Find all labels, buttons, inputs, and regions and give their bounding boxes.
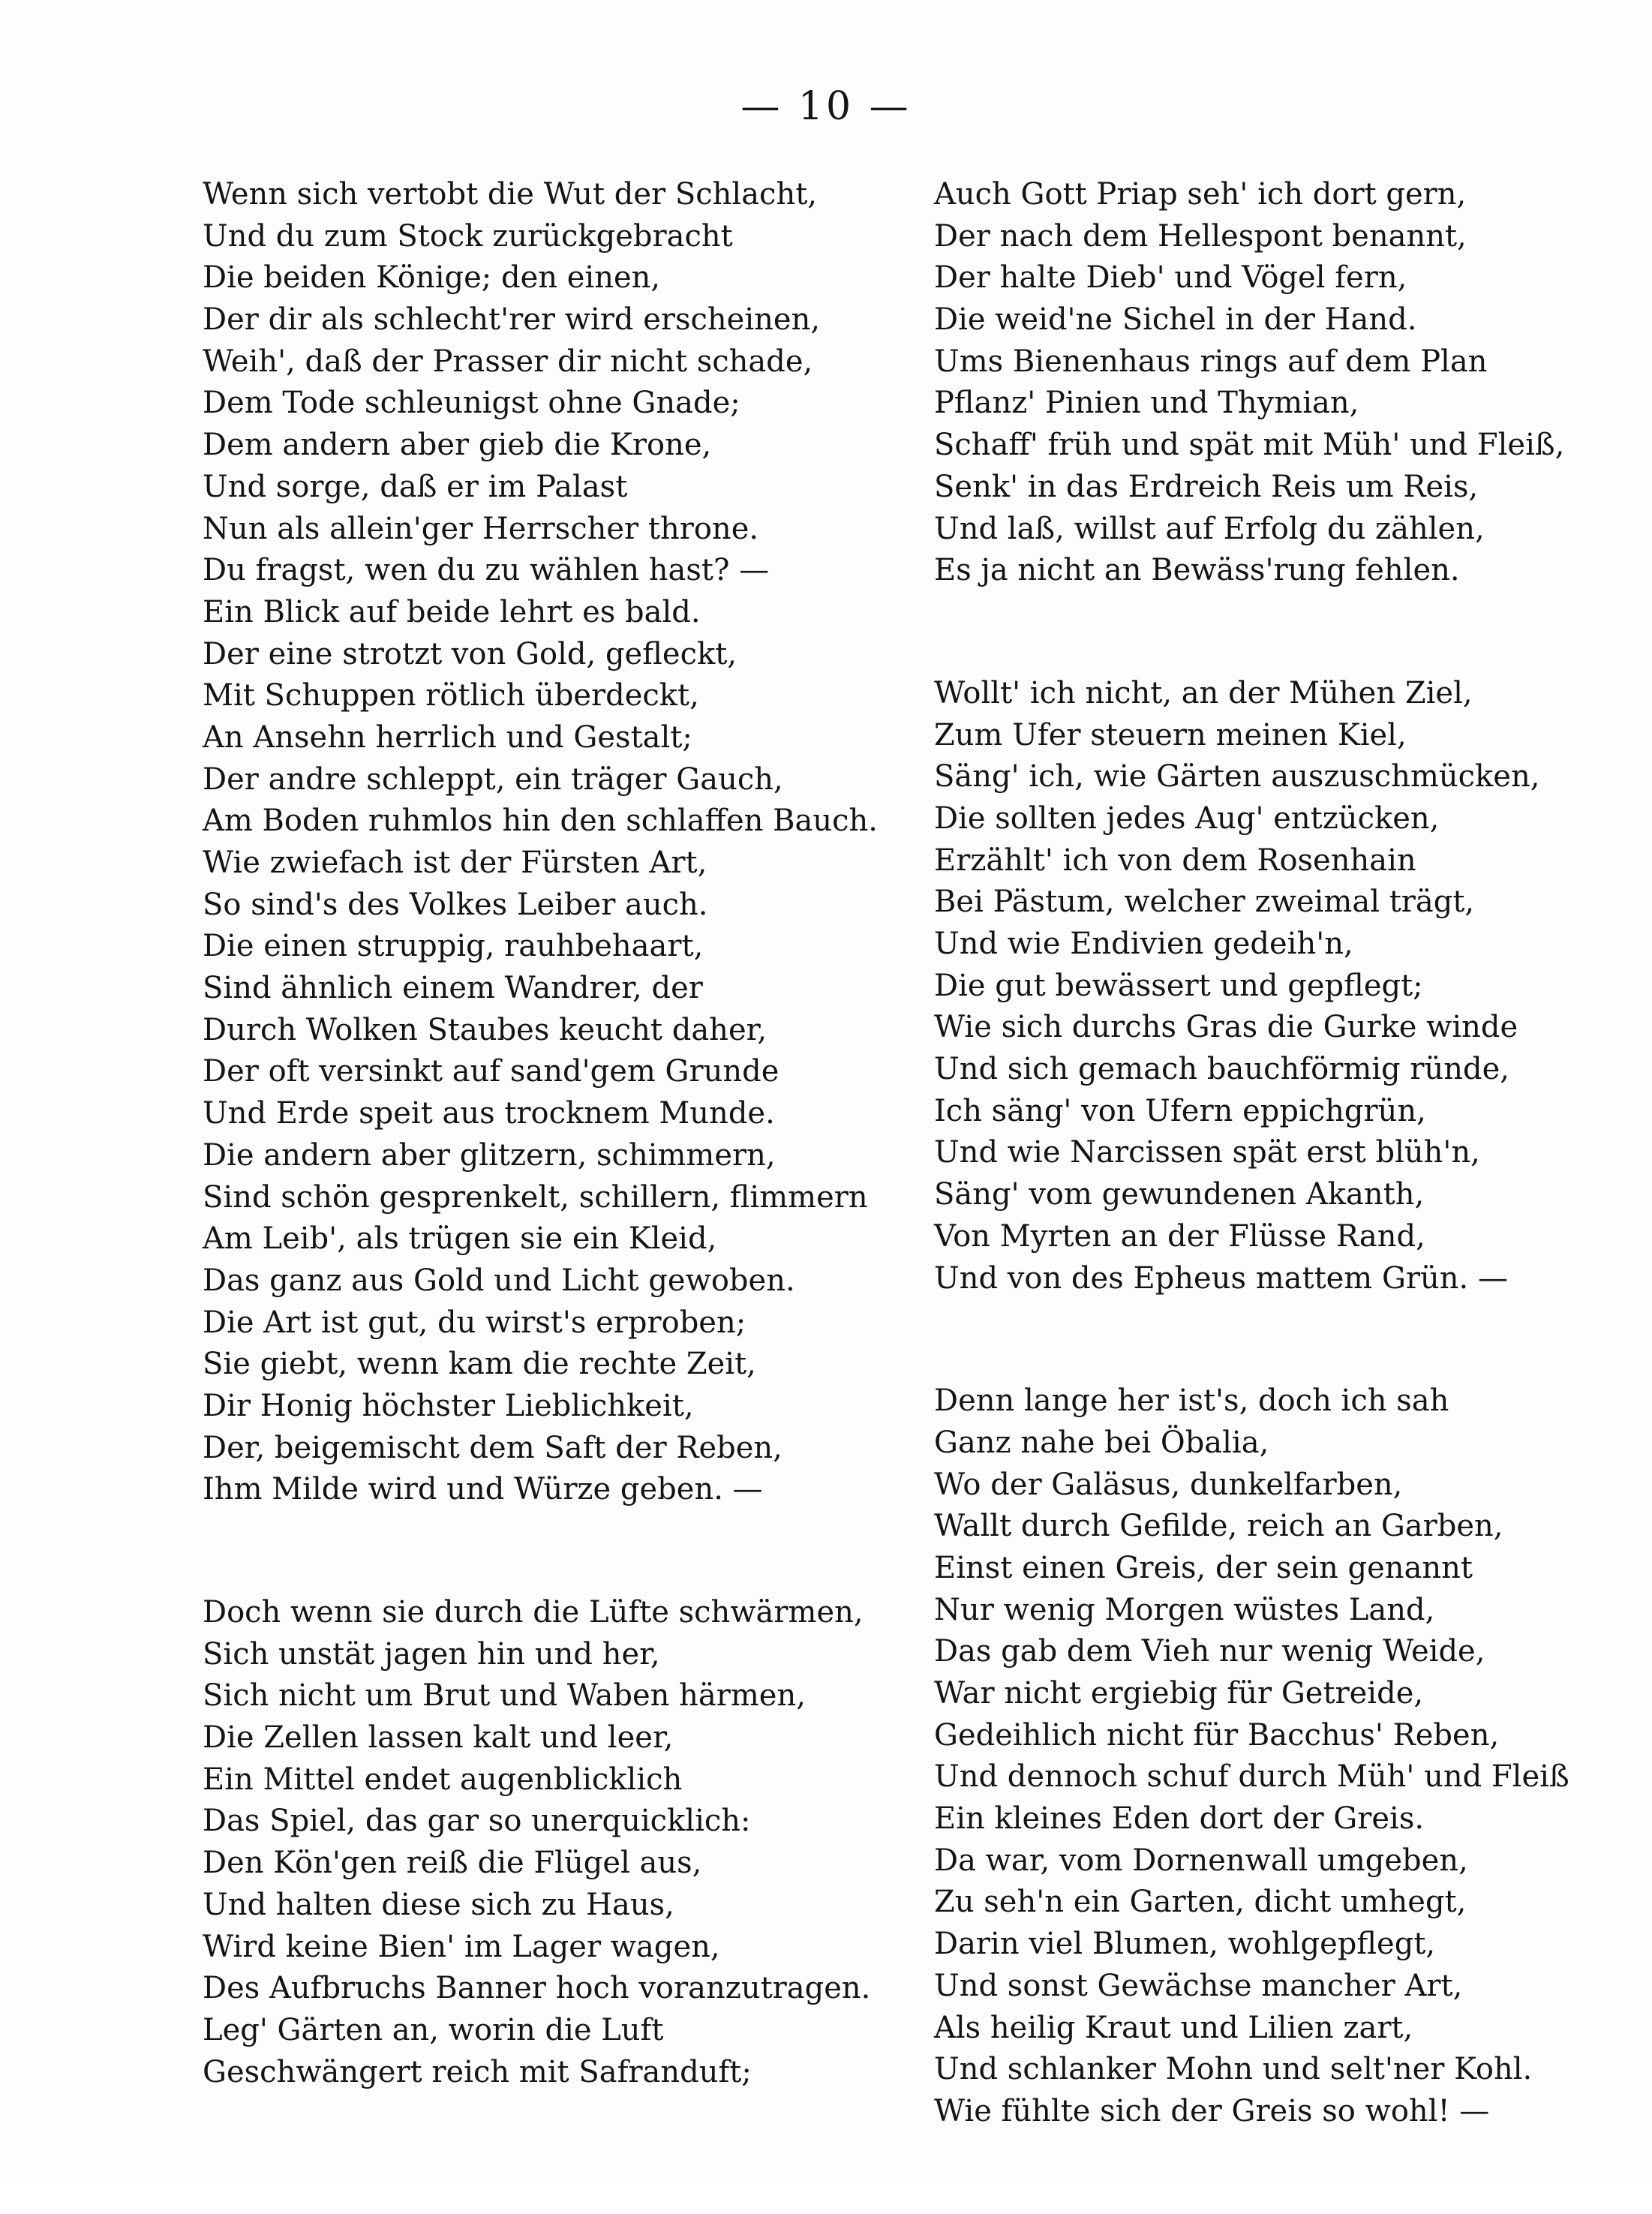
verse-line: Sich unstät jagen hin und her, [203,1636,660,1672]
page-number: — 10 — [740,84,912,129]
verse-line: Säng' vom gewundenen Akanth, [934,1177,1425,1212]
verse-line: Der andre schleppt, ein träger Gauch, [203,762,783,797]
verse-line: Und Erde speit aus trocknem Munde. [203,1096,775,1131]
verse-line: Sich nicht um Brut und Waben härmen, [203,1678,806,1714]
verse-line: Und halten diese sich zu Haus, [203,1887,674,1922]
verse-line: Wie sich durchs Gras die Gurke winde [934,1010,1518,1045]
verse-line: Ein Mittel endet augenblicklich [203,1762,683,1797]
verse-line: Das gab dem Vieh nur wenig Weide, [934,1634,1485,1669]
verse-line: Der, beigemischt dem Saft der Reben, [203,1430,782,1465]
verse-line: Und wie Narcissen spät erst blüh'n, [934,1135,1480,1170]
verse-line: Den Kön'gen reiß die Flügel aus, [203,1846,702,1881]
verse-line: Die Art ist gut, du wirst's erproben; [203,1305,746,1340]
verse-line: Auch Gott Priap seh' ich dort gern, [934,177,1467,212]
verse-line: Leg' Gärten an, worin die Luft [203,2012,664,2047]
verse-line: Die beiden Könige; den einen, [203,260,661,296]
verse-line: Sie giebt, wenn kam die rechte Zeit, [203,1347,756,1382]
verse-line: Dem andern aber gieb die Krone, [203,428,712,463]
verse-line: Als heilig Kraut und Lilien zart, [934,2010,1413,2045]
verse-line: Geschwängert reich mit Safranduft; [203,2054,752,2089]
verse-line: Wie zwiefach ist der Fürsten Art, [203,846,707,880]
verse-line: Nun als allein'ger Herrscher throne. [203,511,759,546]
right-column [934,174,1569,2214]
verse-line: Und du zum Stock zurückgebracht [203,218,733,254]
verse-line: Und dennoch schuf durch Müh' und Fleiß [934,1759,1569,1795]
verse-line: Von Myrten an der Flüsse Rand, [934,1218,1425,1254]
verse-line: Am Leib', als trügen sie ein Kleid, [203,1221,717,1257]
verse-line: Darin viel Blumen, wohlgepflegt, [934,1927,1436,1962]
verse-line: Ums Bienenhaus rings auf dem Plan [934,344,1488,379]
verse-line: Zu seh'n ein Garten, dicht umhegt, [934,1885,1467,1920]
stanza [203,1592,871,2093]
verse-line: Bei Pästum, welcher zweimal trägt, [934,885,1475,920]
stanza [934,673,1540,1299]
verse-line: Das Spiel, das gar so unerquicklich: [203,1804,751,1839]
verse-line: Zum Ufer steuern meinen Kiel, [934,717,1407,753]
verse-line: Senk' in das Erdreich Reis um Reis, [934,469,1479,504]
verse-line: Die weid'ne Sichel in der Hand. [934,302,1417,338]
verse-line: Dem Tode schleunigst ohne Gnade; [203,386,740,421]
verse-line: Da war, vom Dornenwall umgeben, [934,1843,1468,1878]
stanza [934,174,1565,592]
verse-line: Wo der Galäsus, dunkelfarben, [934,1467,1403,1502]
verse-line: Und wie Endivien gedeih'n, [934,927,1353,961]
verse-line: Und sonst Gewächse mancher Art, [934,1968,1463,2003]
verse-line: Wenn sich vertobt die Wut der Schlacht, [203,177,818,212]
verse-line: Ihm Milde wird und Würze geben. — [203,1472,763,1507]
verse-line: Nur wenig Morgen wüstes Land, [934,1592,1435,1627]
verse-line: Wird keine Bien' im Lager wagen, [203,1929,720,1964]
verse-line: So sind's des Volkes Leiber auch. [203,887,708,922]
left-column [203,174,879,2174]
verse-line: Die Zellen lassen kalt und leer, [203,1720,674,1756]
verse-line: Es ja nicht an Bewäss'rung fehlen. [934,553,1460,588]
verse-line: Dir Honig höchster Lieblichkeit, [203,1388,694,1423]
verse-line: Schaff' früh und spät mit Müh' und Fleiß, [934,428,1565,463]
verse-line: Säng' ich, wie Gärten auszuschmücken, [934,759,1540,795]
verse-line: Ein Blick auf beide lehrt es bald. [203,594,701,629]
verse-line: Und sich gemach bauchförmig ründe, [934,1052,1509,1087]
verse-line: Wallt durch Gefilde, reich an Garben, [934,1509,1503,1544]
verse-line: Mit Schuppen rötlich überdeckt, [203,678,699,713]
verse-line: Pflanz' Pinien und Thymian, [934,386,1359,421]
stanza [934,1380,1569,2132]
verse-line: Durch Wolken Staubes keucht daher, [203,1012,767,1047]
verse-line: Ich säng' von Ufern eppichgrün, [934,1093,1426,1128]
verse-line: Die andern aber glitzern, schimmern, [203,1137,776,1173]
verse-line: Erzählt' ich von dem Rosenhain [934,843,1416,878]
verse-line: Und von des Epheus mattem Grün. — [934,1260,1508,1296]
verse-line: Das ganz aus Gold und Licht gewoben. [203,1263,795,1298]
verse-line: Des Aufbruchs Banner hoch voranzutragen. [203,1971,871,2006]
verse-line: Denn lange her ist's, doch ich sah [934,1383,1449,1419]
verse-line: Und sorge, daß er im Palast [203,469,628,504]
verse-line: Der halte Dieb' und Vögel fern, [934,260,1407,296]
verse-line: Sind ähnlich einem Wandrer, der [203,971,703,1006]
verse-line: An Ansehn herrlich und Gestalt; [203,719,692,755]
verse-line: Gedeihlich nicht für Bacchus' Reben, [934,1717,1500,1753]
verse-line: Die sollten jedes Aug' entzücken, [934,801,1440,836]
verse-line: Du fragst, wen du zu wählen hast? — [203,553,770,588]
verse-line: Der oft versinkt auf sand'gem Grunde [203,1054,779,1089]
verse-line: Weih', daß der Prasser dir nicht schade, [203,344,813,379]
stanza [203,174,879,1511]
verse-line: Und schlanker Mohn und selt'ner Kohl. [934,2052,1533,2087]
verse-line: Doch wenn sie durch die Lüfte schwärmen, [203,1595,864,1630]
verse-line: Ein kleines Eden dort der Greis. [934,1801,1425,1837]
verse-line: Der nach dem Hellespont benannt, [934,218,1467,254]
verse-line: Die einen struppig, rauhbehaart, [203,929,704,964]
verse-line: Sind schön gesprenkelt, schillern, flimmern [203,1179,868,1215]
verse-line: Die gut bewässert und gepflegt; [934,968,1423,1003]
verse-line: Wollt' ich nicht, an der Mühen Ziel, [934,675,1473,710]
verse-line: Ganz nahe bei Öbalia, [934,1425,1269,1460]
verse-line: Der eine strotzt von Gold, gefleckt, [203,636,737,671]
verse-line: War nicht ergiebig für Getreide, [934,1676,1424,1711]
verse-line: Der dir als schlecht'rer wird erscheinen, [203,302,821,338]
verse-line: Einst einen Greis, der sein genannt [934,1550,1473,1585]
verse-line: Am Boden ruhmlos hin den schlaffen Bauch. [203,804,879,839]
verse-line: Wie fühlte sich der Greis so wohl! — [934,2093,1490,2128]
verse-line: Und laß, willst auf Erfolg du zählen, [934,511,1485,546]
